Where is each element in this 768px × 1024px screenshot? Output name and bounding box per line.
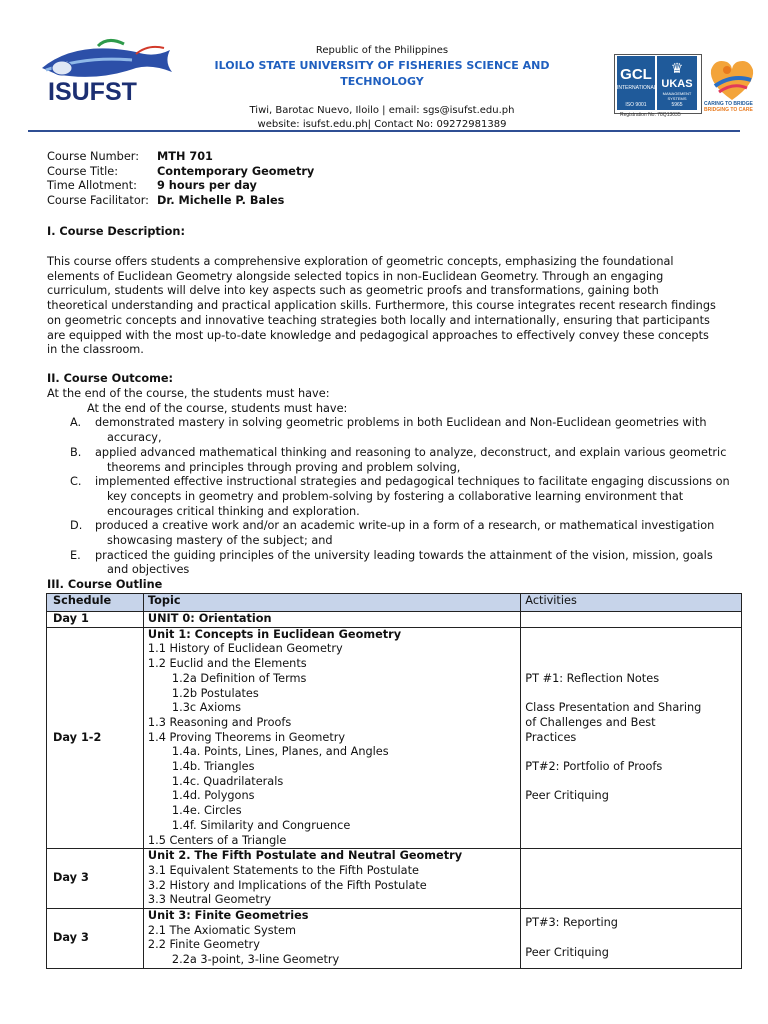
outcome-line: produced a creative work and/or an academic write-up in a form of a research, or mathematical investigation	[95, 519, 715, 533]
course-title-row	[47, 165, 314, 180]
outcome-intro-1: At the end of the course, the students must have:	[47, 387, 330, 400]
activity-line: PT#3: Reporting	[525, 916, 618, 930]
description-line: theoretical understanding and practical application skills. Furthermore, this course integrates recent research findings	[47, 299, 716, 313]
description-line: This course offers students a comprehensive exploration of geometric concepts, emphasizing the foundational	[47, 255, 674, 268]
caring-line-2: BRIDGING TO CARE	[704, 107, 753, 113]
topic-item: 1.4d. Polygons	[171, 789, 255, 803]
activity-line: of Challenges and Best	[525, 715, 656, 729]
facilitator-value: Dr. Michelle P. Bales	[157, 194, 285, 208]
caring-line-1: CARING TO BRIDGE	[704, 101, 753, 107]
table-row	[47, 909, 742, 969]
ukas-number: 5965	[671, 102, 683, 108]
schedule-cell: Day 1-2	[47, 627, 144, 849]
gcl-label: GCL	[620, 66, 652, 83]
activity-line: Peer Critiquing	[525, 945, 609, 959]
outcome-line: practiced the guiding principles of the university leading towards the attainment of the vision, mission, goals	[95, 548, 713, 562]
topic-item: 1.2a Definition of Terms	[171, 671, 307, 685]
description-line: in the classroom.	[47, 343, 144, 357]
topic-cell	[143, 849, 520, 909]
topic-item: 1.2b Postulates	[171, 686, 259, 700]
activity-line: PT#2: Portfolio of Proofs	[525, 759, 663, 773]
course-title-label: Course Title:	[47, 164, 119, 178]
iso-label: ISO 9001	[625, 102, 647, 108]
gcl-sub: INTERNATIONAL	[617, 85, 657, 91]
outcome-body	[47, 387, 737, 578]
description-line: are equipped with the most up-to-date knowledge and pedagogical approaches to effectively convey these concepts	[47, 328, 709, 342]
crown-icon: ♛	[670, 60, 684, 76]
topic-item: 1.4c. Quadrilaterals	[171, 774, 284, 788]
activities-cell	[521, 849, 742, 909]
topic-item: 2.1 The Axiomatic System	[147, 923, 296, 937]
activity-line: PT #1: Reflection Notes	[525, 671, 660, 685]
description-heading: I. Course Description:	[47, 225, 185, 238]
topic-item: 2.2a 3-point, 3-line Geometry	[171, 953, 340, 967]
course-number-value: MTH 701	[157, 150, 213, 163]
outcome-intro-2: At the end of the course, students must have:	[87, 401, 348, 415]
outcome-item	[47, 519, 737, 548]
activity-item	[525, 946, 737, 961]
activity-item	[525, 760, 737, 775]
course-outline-table	[46, 593, 742, 969]
activity-item	[525, 916, 737, 931]
outcome-item	[47, 475, 737, 519]
topic-item: 3.2 History and Implications of the Fifth Postulate	[147, 878, 427, 892]
column-header-topic: Topic	[143, 594, 520, 612]
outcome-line: applied advanced mathematical thinking and reasoning to analyze, deconstruct, and explain various geometric	[95, 445, 727, 459]
header-center	[180, 44, 584, 132]
outcome-label: A.	[70, 416, 82, 430]
activity-item	[525, 789, 737, 804]
outcome-item	[47, 549, 737, 578]
address-line: Tiwi, Barotac Nuevo, Iloilo | email: sgs@isufst.edu.ph	[249, 105, 515, 116]
outcome-label: B.	[70, 445, 82, 459]
outcome-line: showcasing mastery of the subject; and	[107, 534, 333, 548]
activity-item	[525, 672, 737, 687]
topic-cell	[143, 627, 520, 849]
course-number-label: Course Number:	[47, 150, 140, 163]
unit-title: Unit 1: Concepts in Euclidean Geometry	[147, 627, 402, 641]
topic-cell	[143, 612, 520, 628]
facilitator-row	[47, 194, 314, 209]
activity-line: Peer Critiquing	[525, 789, 609, 803]
activities-cell	[521, 909, 742, 969]
registration-number: Registration No. 78Q13035	[620, 112, 681, 118]
column-header-activities: Activities	[521, 594, 742, 612]
table-header-row	[47, 594, 742, 612]
heart-bridge-logo-icon	[705, 56, 759, 104]
gcl-certification-logo	[617, 56, 655, 110]
topic-item: 1.4f. Similarity and Congruence	[171, 818, 351, 832]
unit-title: Unit 3: Finite Geometries	[147, 909, 309, 923]
isufst-logo-text: ISUFST	[48, 78, 137, 106]
activity-line: Class Presentation and Sharing	[525, 701, 702, 715]
header-divider	[28, 130, 740, 132]
description-line: on geometric concepts and innovative teaching strategies both locally and internationally, ensuring that participants	[47, 313, 710, 327]
table-row	[47, 849, 742, 909]
topic-item: 1.3c Axioms	[171, 701, 242, 715]
topic-item: 1.4a. Points, Lines, Planes, and Angles	[171, 745, 389, 759]
topic-item: 3.1 Equivalent Statements to the Fifth Postulate	[147, 863, 419, 877]
website-line: website: isufst.edu.ph| Contact No: 09272981389	[257, 119, 507, 130]
outcome-line: key concepts in geometry and problem-solving by fostering a collaborative learning environment that	[107, 489, 684, 503]
schedule-cell: Day 1	[47, 612, 144, 628]
description-line: elements of Euclidean Geometry alongside selected topics in non-Euclidean Geometry. Through an engaging	[47, 269, 664, 283]
topic-cell	[143, 909, 520, 969]
topic-item: 1.4 Proving Theorems in Geometry	[147, 730, 346, 744]
topic-item: 1.1 History of Euclidean Geometry	[147, 642, 343, 656]
outcome-label: E.	[70, 548, 81, 562]
outcome-line: encourages critical thinking and exploration.	[107, 504, 360, 518]
university-name: ILOILO STATE UNIVERSITY OF FISHERIES SCIENCE AND TECHNOLOGY	[214, 59, 550, 88]
outcome-line: and objectives	[107, 563, 190, 577]
course-number-row	[47, 150, 314, 165]
outcome-item	[47, 416, 737, 445]
activities-cell	[521, 612, 742, 628]
time-allotment-label: Time Allotment:	[47, 179, 137, 193]
course-title-value: Contemporary Geometry	[157, 164, 315, 178]
description-line: curriculum, students will delve into key aspects such as geometric proofs and transformations, gaining both	[47, 284, 659, 298]
outcome-line: accuracy,	[107, 431, 162, 445]
time-allotment-row	[47, 179, 314, 194]
ukas-label: UKAS	[661, 78, 693, 90]
outline-heading: III. Course Outline	[47, 578, 163, 591]
time-allotment-value: 9 hours per day	[157, 179, 257, 193]
outcome-line: implemented effective instructional strategies and pedagogical techniques to facilitate engaging discussions on	[95, 475, 730, 489]
outcome-line: theorems and principles through proving and problem solving,	[107, 460, 461, 474]
outcome-line: demonstrated mastery in solving geometric problems in both Euclidean and Non-Euclidean geometries with	[95, 416, 707, 430]
unit-title: UNIT 0: Orientation	[147, 612, 272, 625]
ukas-sub: MANAGEMENT SYSTEMS	[662, 91, 692, 101]
table-row	[47, 612, 742, 628]
outcome-label: C.	[70, 475, 82, 489]
topic-item: 1.2 Euclid and the Elements	[147, 657, 307, 671]
description-body	[47, 255, 737, 358]
topic-item: 1.3 Reasoning and Proofs	[147, 715, 292, 729]
facilitator-label: Course Facilitator:	[47, 194, 149, 208]
activity-line: Practices	[525, 730, 577, 744]
table-row	[47, 627, 742, 849]
activities-cell	[521, 627, 742, 849]
outcome-label: D.	[70, 519, 83, 533]
caring-tagline	[704, 101, 764, 113]
topic-item: 2.2 Finite Geometry	[147, 938, 260, 952]
activity-item	[525, 701, 737, 745]
column-header-schedule: Schedule	[47, 594, 144, 612]
outcome-heading: II. Course Outcome:	[47, 372, 174, 385]
schedule-cell: Day 3	[47, 849, 144, 909]
topic-item: 1.5 Centers of a Triangle	[147, 833, 287, 847]
schedule-cell: Day 3	[47, 909, 144, 969]
topic-item: 1.4e. Circles	[171, 804, 242, 818]
republic-text: Republic of the Philippines	[315, 45, 449, 56]
unit-title: Unit 2. The Fifth Postulate and Neutral Geometry	[147, 849, 463, 863]
outcome-item	[47, 446, 737, 475]
ukas-logo	[657, 56, 697, 110]
topic-item: 1.4b. Triangles	[171, 760, 255, 774]
course-metadata	[47, 150, 314, 209]
topic-item: 3.3 Neutral Geometry	[147, 893, 272, 907]
